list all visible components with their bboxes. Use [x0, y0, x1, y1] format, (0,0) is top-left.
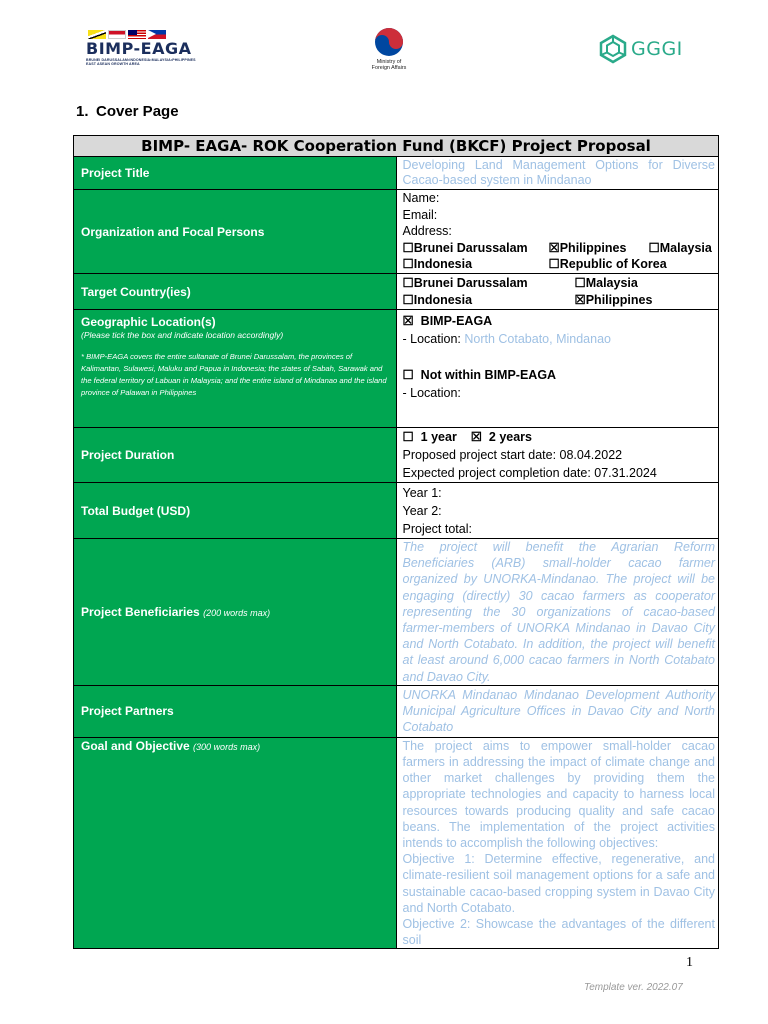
- checkbox-icon: ☐: [402, 275, 414, 290]
- location-label: - Location:: [402, 332, 461, 346]
- checkbox-icon: ☐: [402, 240, 414, 255]
- bimp-eaga-wordmark: BIMP-EAGA: [86, 39, 192, 58]
- project-partners-label: Project Partners: [74, 685, 397, 737]
- budget-year2[interactable]: Year 2:: [402, 503, 442, 518]
- gggi-hexagon-icon: [598, 34, 628, 64]
- project-duration-value: [396, 428, 719, 483]
- org-name-field[interactable]: Name:: [402, 191, 440, 206]
- gggi-logo: [598, 34, 683, 64]
- project-title-value[interactable]: Developing Land Management Options for Diverse Cacao-based system in Mindanao: [396, 157, 719, 190]
- template-version: Template ver. 2022.07: [584, 982, 683, 993]
- project-title-label: Project Title: [74, 157, 397, 190]
- mofa-text-2: Foreign Affairs: [371, 65, 407, 71]
- taegeuk-icon: [374, 27, 404, 57]
- goal-value[interactable]: [396, 737, 719, 949]
- page-number: 1: [686, 955, 693, 970]
- proposal-table: [73, 135, 719, 949]
- checkbox-icon: ☐: [402, 292, 414, 307]
- beneficiaries-label: Project Beneficiaries: [81, 604, 200, 619]
- not-bimp-eaga-option[interactable]: ☐ Not within BIMP-EAGA: [402, 368, 557, 382]
- beneficiaries-value[interactable]: The project will benefit the Agrarian Reform Beneficiaries (ARB) small-holder cacao farmer organized by UNORKA-Mindanao. The project will be engaging (directly) 30 cacao farmers as cooperator representing the 30 organizations of cacao-based farmer-members of UNORKA Mindanao in Davao City and North Cotabato. In addition, the project will benefit at least around 6,000 cacao farmers in North Cotabato and Davao City.: [396, 539, 719, 686]
- goal-paragraph: The project aims to empower small-holder cacao farmers in addressing the impact of climate change and other market challenges by providing them the appropriate technologies and capacity to harness local resources towards producing quality and safe cacao beans. The implementation of the project activities intends to accomplish the following objectives:: [402, 738, 715, 851]
- duration-2-years-option[interactable]: ☒ 2 years: [470, 430, 533, 444]
- target-country-checkbox[interactable]: ☐Indonesia: [402, 292, 473, 307]
- bimp-eaga-subtext: BRUNEI DARUSSALAM•INDONESIA•MALAYSIA•PHILIPPINES EAST ASEAN GROWTH AREA: [86, 58, 196, 67]
- org-country-checkbox[interactable]: ☒Philippines: [548, 240, 627, 255]
- section-title-text: Cover Page: [96, 103, 179, 120]
- checkbox-icon: ☒: [402, 314, 414, 328]
- org-country-checkbox[interactable]: ☐Republic of Korea: [548, 257, 667, 272]
- checkbox-icon: ☐: [574, 275, 586, 290]
- duration-1-year-option[interactable]: ☐ 1 year: [402, 430, 457, 444]
- geographic-label-cell: [74, 310, 397, 428]
- checkbox-icon: ☐: [402, 257, 414, 272]
- goal-hint: (300 words max): [193, 741, 261, 752]
- section-number: 1.: [76, 103, 89, 120]
- checkbox-icon: ☐: [548, 257, 560, 272]
- bimp-eaga-logo: [86, 30, 202, 70]
- org-country-checkbox[interactable]: ☐Brunei Darussalam: [402, 240, 528, 255]
- target-country-checkbox[interactable]: ☐Brunei Darussalam: [402, 275, 528, 290]
- geographic-instruction: (Please tick the box and indicate location accordingly): [81, 330, 284, 340]
- beneficiaries-label-cell: [74, 539, 397, 686]
- objective-2: Objective 2: Showcase the advantages of the different soil: [402, 917, 715, 948]
- goal-label: Goal and Objective: [81, 738, 190, 753]
- completion-date[interactable]: Expected project completion date: 07.31.2024: [402, 466, 657, 480]
- org-email-field[interactable]: Email:: [402, 207, 438, 222]
- goal-label-cell: [74, 737, 397, 949]
- objective-1: Objective 1: Determine effective, regenerative, and climate-resilient soil management options for a safe and sustainable cacao-based cropping system in Davao City and North Cotabato.: [402, 852, 715, 915]
- checkbox-icon: ☒: [574, 292, 586, 307]
- total-budget-value: [396, 483, 719, 539]
- organization-value: [396, 190, 719, 274]
- total-budget-label: Total Budget (USD): [74, 483, 397, 539]
- org-country-checkbox[interactable]: ☐Indonesia: [402, 257, 473, 272]
- checkbox-icon: ☐: [402, 430, 414, 444]
- checkbox-icon: ☐: [402, 368, 414, 382]
- table-header: BIMP- EAGA- ROK Cooperation Fund (BKCF) Project Proposal: [74, 136, 719, 157]
- target-country-value: [396, 274, 719, 310]
- mofa-text-1: Ministry of: [376, 59, 402, 65]
- bimp-eaga-option[interactable]: ☒ BIMP-EAGA: [402, 314, 493, 328]
- start-date[interactable]: Proposed project start date: 08.04.2022: [402, 448, 623, 462]
- project-duration-label: Project Duration: [74, 428, 397, 483]
- gggi-wordmark: GGGI: [631, 38, 683, 60]
- mofa-logo: [366, 27, 412, 77]
- geographic-label: Geographic Location(s): [81, 315, 216, 329]
- project-partners-value[interactable]: UNORKA Mindanao Mindanao Development Authority Municipal Agriculture Offices in Davao City and North Cotabato: [396, 685, 719, 737]
- target-country-checkbox[interactable]: ☐Malaysia: [574, 275, 638, 290]
- checkbox-icon: ☒: [548, 240, 560, 255]
- section-title: [76, 103, 179, 120]
- organization-label: Organization and Focal Persons: [74, 190, 397, 274]
- checkbox-icon: ☒: [470, 430, 482, 444]
- location-label[interactable]: - Location:: [402, 386, 461, 400]
- duration-options: [403, 428, 716, 446]
- target-country-checkbox[interactable]: ☒Philippines: [574, 292, 653, 307]
- geographic-value: [396, 310, 719, 428]
- target-country-label: Target Country(ies): [74, 274, 397, 310]
- budget-total[interactable]: Project total:: [402, 521, 472, 536]
- location-value[interactable]: North Cotabato, Mindanao: [464, 332, 611, 346]
- budget-year1[interactable]: Year 1:: [402, 485, 442, 500]
- geographic-note: * BIMP-EAGA covers the entire sultanate of Brunei Darussalam, the provinces of Kalimantan, Sulawesi, Maluku and Papua in Indonesia; the states of Sabah, Sarawak and the federal territory of Labuan in Malaysia; and the entire island of Mindanao and the island province of Palawan in Philippines: [81, 352, 387, 397]
- org-country-checkbox[interactable]: ☐Malaysia: [648, 240, 712, 255]
- checkbox-icon: ☐: [648, 240, 660, 255]
- beneficiaries-hint: (200 words max): [203, 607, 271, 618]
- org-address-field[interactable]: Address:: [402, 224, 452, 239]
